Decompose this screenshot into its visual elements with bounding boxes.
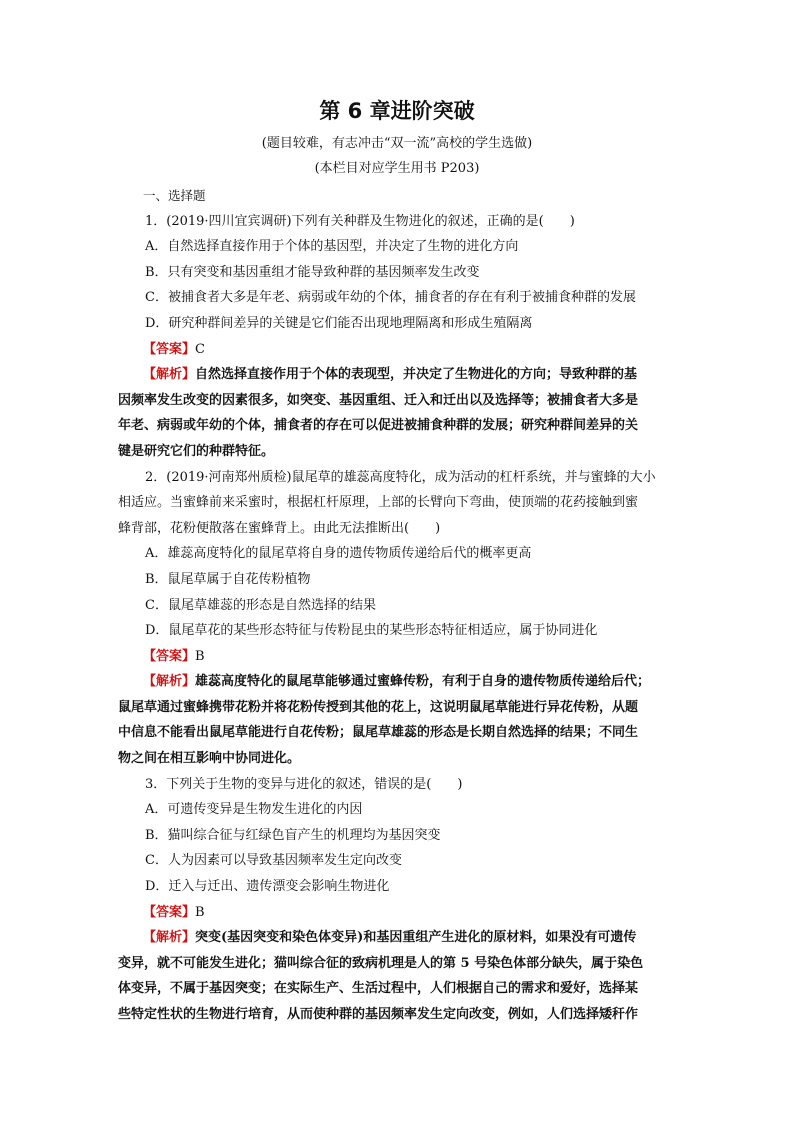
question-1-option-c: C．被捕食者大多是年老、病弱或年幼的个体，捕食者的存在有利于被捕食种群的发展 <box>145 290 636 306</box>
question-1-analysis-line: 键是研究它们的种群特征。 <box>118 443 275 459</box>
question-2-answer <box>118 644 678 670</box>
question-2-option-a: A．雄蕊高度特化的鼠尾草将自身的遗传物质传递给后代的概率更高 <box>145 546 532 562</box>
question-1-analysis-line: 因频率发生改变的因素很多，如突变、基因重组、迁入和迁出以及选择等；被捕食者大多是 <box>118 392 639 408</box>
question-3-analysis-line: 【解析】突变(基因突变和染色体变异)和基因重组产生进化的原材料，如果没有可遗传 <box>143 930 637 946</box>
question-2-option-c: C．鼠尾草雄蕊的形态是自然选择的结果 <box>145 597 376 613</box>
question-2-stem: 2．(2019·河南郑州质检)鼠尾草的雄蕊高度特化，成为活动的杠杆系统，并与蜜蜂的大小 <box>145 469 656 485</box>
question-2-option-b: B．鼠尾草属于自花传粉植物 <box>145 571 311 587</box>
question-3-stem: 3．下列关于生物的变异与进化的叙述，错误的是( ) <box>145 776 463 792</box>
answer-value: C <box>195 341 205 357</box>
question-1-analysis-line: 年老、病弱或年幼的个体，捕食者的存在可以促进被捕食种群的发展；研究种群间差异的关 <box>118 418 639 434</box>
question-2-option-d: D．鼠尾草花的某些形态特征与传粉昆虫的某些形态特征相适应，属于协同进化 <box>145 623 598 639</box>
question-content <box>118 183 678 1028</box>
question-3-option-d: D．迁入与迁出、遗传漂变会影响生物进化 <box>145 879 390 895</box>
answer-value: B <box>195 904 205 920</box>
question-1-option-b: B．只有突变和基因重组才能导致种群的基因频率发生改变 <box>145 264 480 280</box>
answer-tag: 【答案】 <box>143 341 196 357</box>
analysis-tag: 【解析】 <box>143 367 196 383</box>
question-2-analysis-line: 物之间在相互影响中协同进化。 <box>118 751 301 767</box>
subtitle-note: (题目较难，有志冲击“双一流”高校的学生选做) <box>261 136 533 151</box>
question-2-analysis-line: 【解析】雄蕊高度特化的鼠尾草能够通过蜜蜂传粉，有利于自身的遗传物质传递给后代； <box>143 674 651 690</box>
answer-value: B <box>195 648 205 664</box>
question-2-stem: 相适应。当蜜蜂前来采蜜时，根据杠杆原理，上部的长臂向下弯曲，使顶端的花药接触到蜜 <box>118 495 639 511</box>
question-2-analysis-line: 鼠尾草通过蜜蜂携带花粉并将花粉传授到其他的花上，这说明鼠尾草能进行异花传粉，从题 <box>118 699 639 715</box>
question-1-option-a: A．自然选择直接作用于个体的基因型，并决定了生物的进化方向 <box>145 239 519 255</box>
question-2-stem: 蜂背部，花粉便散落在蜜蜂背上。由此无法推断出( ) <box>118 520 441 536</box>
question-2-analysis-line: 中信息不能看出鼠尾草能进行自花传粉；鼠尾草雄蕊的形态是长期自然选择的结果；不同生 <box>118 725 639 741</box>
section-label: 一、选择题 <box>143 188 206 203</box>
analysis-tag: 【解析】 <box>143 674 196 690</box>
page-title: 第 6 章进阶突破 <box>319 99 475 123</box>
question-1-stem: 1．(2019·四川宜宾调研)下列有关种群及生物进化的叙述，正确的是( ) <box>145 213 575 229</box>
question-3-answer <box>118 900 678 926</box>
question-1-option-d: D．研究种群间差异的关键是它们能否出现地理隔离和形成生殖隔离 <box>145 315 533 331</box>
question-3-option-a: A．可遗传变异是生物发生进化的内因 <box>145 802 363 818</box>
answer-tag: 【答案】 <box>143 904 196 920</box>
subtitle-reference: (本栏目对应学生用书 P203) <box>314 161 480 176</box>
question-3-analysis-line: 些特定性状的生物进行培育，从而使种群的基因频率发生定向改变，例如，人们选择矮秆作 <box>118 1007 639 1022</box>
question-3-analysis-line: 体变异，不属于基因突变；在实际生产、生活过程中，人们根据自己的需求和爱好，选择某 <box>118 981 639 997</box>
question-1-answer <box>118 337 678 363</box>
question-3-option-c: C．人为因素可以导致基因频率发生定向改变 <box>145 853 402 869</box>
question-3-option-b: B．猫叫综合征与红绿色盲产生的机理均为基因突变 <box>145 827 441 843</box>
answer-tag: 【答案】 <box>143 648 196 664</box>
analysis-tag: 【解析】 <box>143 930 196 946</box>
question-3-analysis-line: 变异，就不可能发生进化；猫叫综合征的致病机理是人的第 5 号染色体部分缺失，属于染色 <box>118 955 644 971</box>
question-1-analysis-line: 【解析】自然选择直接作用于个体的表现型，并决定了生物进化的方向；导致种群的基 <box>143 367 638 383</box>
